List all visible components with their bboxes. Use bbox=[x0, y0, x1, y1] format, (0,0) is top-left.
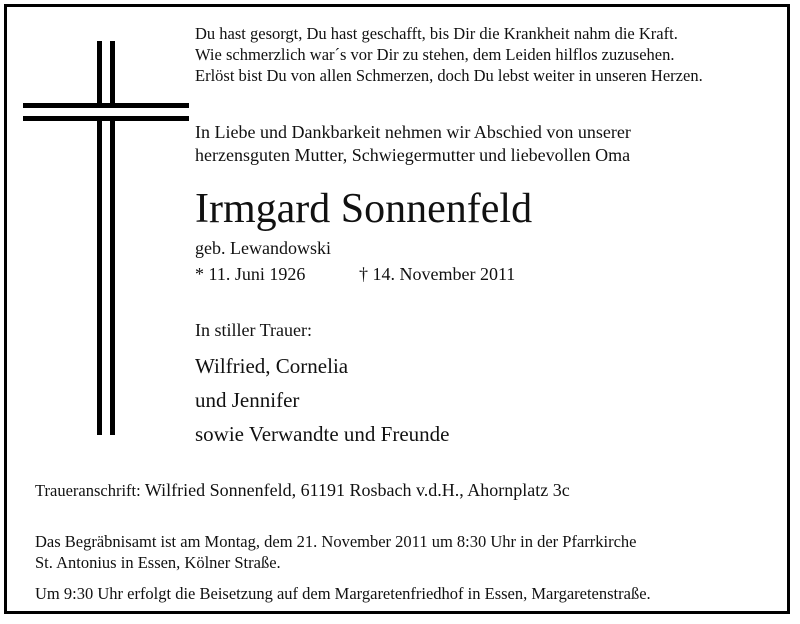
birth-date: * 11. Juni 1926 bbox=[195, 264, 306, 284]
funeral-line: Das Begräbnisamt ist am Montag, dem 21. November 2011 um 8:30 Uhr in der Pfarrkirche bbox=[35, 532, 637, 551]
birth-name: geb. Lewandowski bbox=[195, 238, 331, 258]
intro-line: In Liebe und Dankbarkeit nehmen wir Abschied von unserer bbox=[195, 122, 631, 142]
life-dates bbox=[195, 263, 516, 285]
obituary-notice bbox=[4, 4, 790, 614]
mourner-line: Wilfried, Cornelia bbox=[195, 354, 349, 378]
burial-info: Um 9:30 Uhr erfolgt die Beisetzung auf dem Margaretenfriedhof in Essen, Margaretenstraße. bbox=[35, 584, 651, 603]
poem-line: Erlöst bist Du von allen Schmerzen, doch Du lebst weiter in unseren Herzen. bbox=[195, 66, 703, 85]
mourning-address bbox=[35, 479, 570, 502]
poem-line: Du hast gesorgt, Du hast geschafft, bis Dir die Krankheit nahm die Kraft. bbox=[195, 24, 678, 43]
farewell-intro bbox=[195, 121, 631, 167]
address-label: Traueranschrift: bbox=[35, 481, 141, 500]
memorial-poem bbox=[195, 23, 703, 86]
mourning-label: In stiller Trauer: bbox=[195, 320, 312, 340]
mourner-line: und Jennifer bbox=[195, 388, 300, 412]
cross-intersection bbox=[102, 108, 110, 116]
mourners-list bbox=[195, 349, 449, 451]
mourner-line: sowie Verwandte und Freunde bbox=[195, 422, 450, 446]
poem-line: Wie schmerzlich war´s vor Dir zu stehen, dem Leiden hilflos zuzusehen. bbox=[195, 45, 675, 64]
funeral-info bbox=[35, 531, 637, 573]
cross-vertical-beam bbox=[97, 41, 115, 435]
death-date: † 14. November 2011 bbox=[359, 264, 516, 284]
funeral-line: St. Antonius in Essen, Kölner Straße. bbox=[35, 553, 281, 572]
address-value: Wilfried Sonnenfeld, 61191 Rosbach v.d.H., Ahornplatz 3c bbox=[144, 480, 570, 500]
intro-line: herzensguten Mutter, Schwiegermutter und liebevollen Oma bbox=[195, 145, 631, 165]
deceased-name: Irmgard Sonnenfeld bbox=[195, 186, 533, 232]
